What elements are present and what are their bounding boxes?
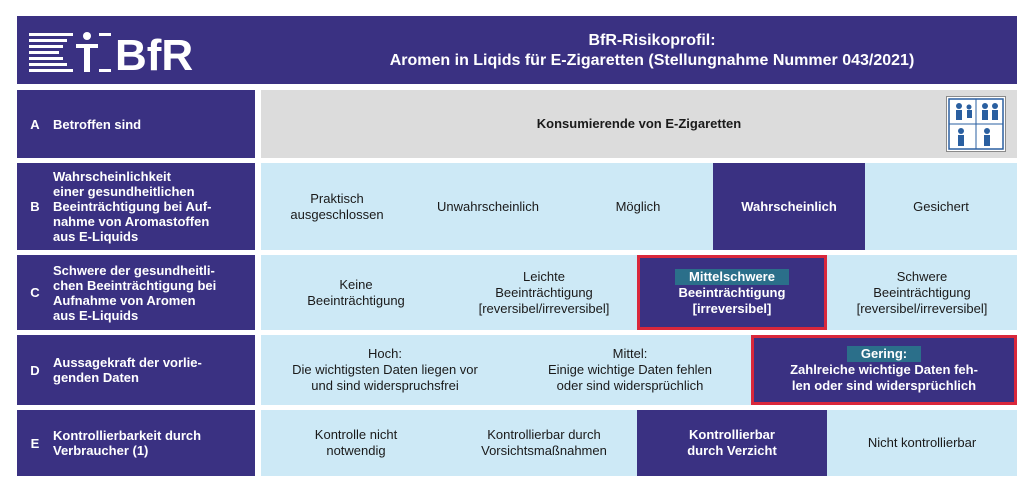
row-letter: E	[30, 435, 40, 451]
row-letter: B	[30, 199, 40, 214]
title-line-1: BfR-Risikoprofil:	[588, 32, 716, 49]
svg-text:BfR: BfR	[115, 31, 194, 74]
controllability-option-not-needed: Kontrolle nicht notwendig	[261, 410, 451, 476]
bfr-logo-icon	[29, 28, 239, 74]
likelihood-option-unlikely: Unwahrscheinlich	[413, 163, 563, 250]
row-a-label	[17, 90, 255, 158]
likelihood-option-practically-excluded: Praktisch ausgeschlossen	[261, 163, 413, 250]
row-letter: A	[30, 116, 40, 132]
severity-option-light: Leichte Beeinträchtigung [reversibel/irreversibel]	[451, 255, 637, 330]
row-label-text: Aussagekraft der vorlie- genden Daten	[53, 355, 202, 385]
data-quality-option-high: Hoch: Die wichtigsten Daten liegen vor und sind widerspruchsfrei	[261, 335, 509, 405]
data-quality-option-medium: Mittel: Einige wichtige Daten fehlen oder sind widersprüchlich	[509, 335, 751, 405]
controllability-option-not-controllable: Nicht kontrollierbar	[827, 410, 1017, 476]
people-group-icon	[946, 96, 1006, 152]
affected-group-text: Konsumierende von E-Zigaretten	[536, 116, 742, 131]
controllability-option-avoidance-selected: Kontrollierbar durch Verzicht	[637, 410, 827, 476]
page-title	[297, 31, 1007, 71]
row-letter: C	[30, 285, 40, 300]
likelihood-option-certain: Gesichert	[865, 163, 1017, 250]
row-letter: D	[30, 362, 40, 378]
likelihood-option-possible: Möglich	[563, 163, 713, 250]
row-e-label	[17, 410, 255, 476]
bfr-logo	[29, 28, 239, 74]
severity-option-medium-selected: Mittelschwere Beeinträchtigung [irreversibel]	[637, 255, 827, 330]
affected-group-cell	[261, 90, 1017, 158]
row-label-text: Kontrollierbarkeit durch Verbraucher (1)	[53, 428, 202, 458]
likelihood-option-likely-selected: Wahrscheinlich	[713, 163, 865, 250]
controllability-option-precautions: Kontrollierbar durch Vorsichtsmaßnahmen	[451, 410, 637, 476]
row-label-text: Wahrscheinlichkeit einer gesundheitlichen Beeinträchtigung bei Auf- nahme von Aromastoffen aus E-Liquids	[53, 169, 212, 244]
title-line-2: Aromen in Liqids für E-Zigaretten (Stellungnahme Nummer 043/2021)	[389, 52, 915, 69]
severity-option-none: Keine Beeinträchtigung	[261, 255, 451, 330]
row-c-label	[17, 255, 255, 330]
severity-option-severe: Schwere Beeinträchtigung [reversibel/irreversibel]	[827, 255, 1017, 330]
row-b-label	[17, 163, 255, 250]
row-label-text: Betroffen sind	[53, 116, 142, 132]
data-quality-option-low-selected: Gering: Zahlreiche wichtige Daten feh- len oder sind widersprüchlich	[751, 335, 1017, 405]
header-banner	[17, 16, 1017, 84]
row-label-text: Schwere der gesundheitli- chen Beeinträchtigung bei Aufnahme von Aromen aus E-Liquids	[53, 262, 217, 323]
row-d-label	[17, 335, 255, 405]
